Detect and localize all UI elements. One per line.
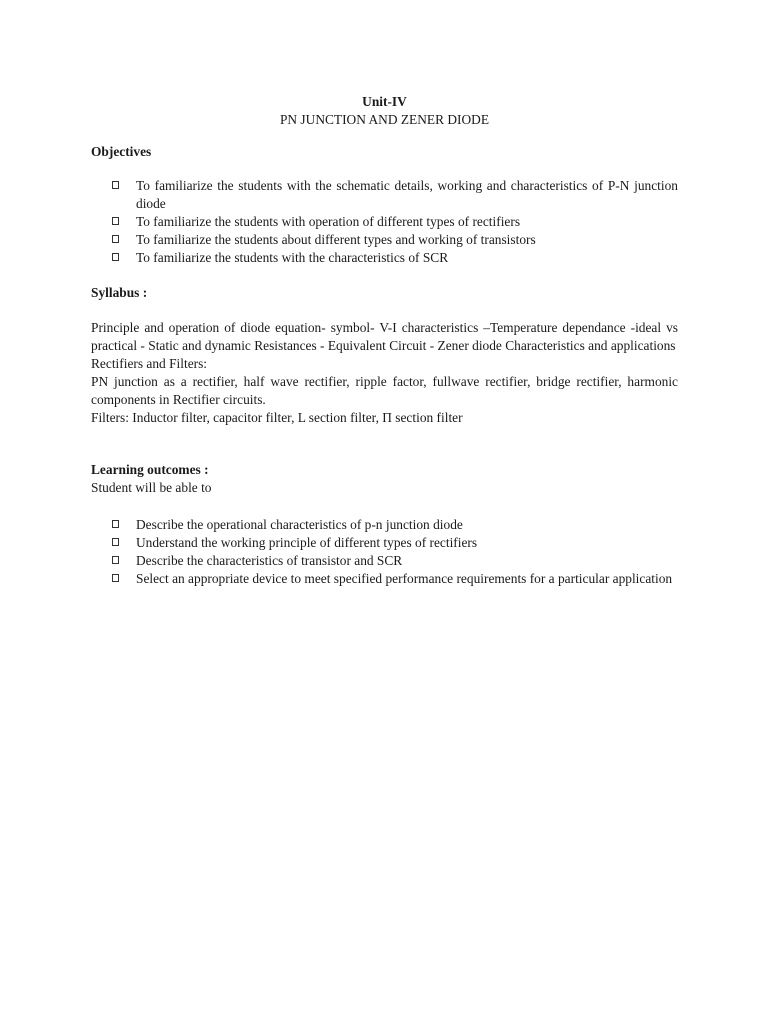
unit-subtitle: PN JUNCTION AND ZENER DIODE xyxy=(279,112,490,127)
outcome-text: Understand the working principle of different types of rectifiers xyxy=(136,535,478,550)
learning-outcomes-heading: Learning outcomes : xyxy=(91,462,209,477)
bullet-box-icon xyxy=(112,235,119,243)
learning-outcomes-list xyxy=(91,516,678,588)
bullet-box-icon xyxy=(112,181,119,189)
list-item xyxy=(91,249,678,267)
syllabus-heading: Syllabus : xyxy=(91,285,148,300)
outcome-text: Describe the operational characteristics of p-n junction diode xyxy=(136,517,463,532)
list-item xyxy=(91,570,678,588)
document-page xyxy=(91,93,678,588)
rectifiers-text: PN junction as a rectifier, half wave rectifier, ripple factor, fullwave rectifier, bridge rectifier, harmonic components in Rectifier circuits. xyxy=(91,374,678,407)
bullet-box-icon xyxy=(112,520,119,528)
objective-text: To familiarize the students with the schematic details, working and characteristics of P-N junction diode xyxy=(136,178,678,211)
list-item xyxy=(91,231,678,249)
list-item xyxy=(91,534,678,552)
learning-intro: Student will be able to xyxy=(91,480,212,495)
objective-text: To familiarize the students with the characteristics of SCR xyxy=(136,250,449,265)
rectifiers-heading: Rectifiers and Filters: xyxy=(91,356,208,371)
objectives-list xyxy=(91,177,678,267)
list-item xyxy=(91,516,678,534)
syllabus-paragraph: Principle and operation of diode equation- symbol- V-I characteristics –Temperature dependance -ideal vs practical - Static and dynamic Resistances - Equivalent Circuit - Zener diode Characteristics and applications xyxy=(91,320,678,353)
objective-text: To familiarize the students with operation of different types of rectifiers xyxy=(136,214,521,229)
objective-text: To familiarize the students about different types and working of transistors xyxy=(136,232,536,247)
filters-text: Filters: Inductor filter, capacitor filter, L section filter, Π section filter xyxy=(91,410,463,425)
list-item xyxy=(91,177,678,213)
bullet-box-icon xyxy=(112,574,119,582)
unit-title: Unit-IV xyxy=(362,94,407,109)
outcome-text: Select an appropriate device to meet specified performance requirements for a particular application xyxy=(136,571,673,586)
list-item xyxy=(91,213,678,231)
list-item xyxy=(91,552,678,570)
bullet-box-icon xyxy=(112,253,119,261)
bullet-box-icon xyxy=(112,556,119,564)
syllabus-body xyxy=(91,319,678,427)
objectives-heading: Objectives xyxy=(91,144,152,159)
bullet-box-icon xyxy=(112,217,119,225)
bullet-box-icon xyxy=(112,538,119,546)
outcome-text: Describe the characteristics of transistor and SCR xyxy=(136,553,403,568)
